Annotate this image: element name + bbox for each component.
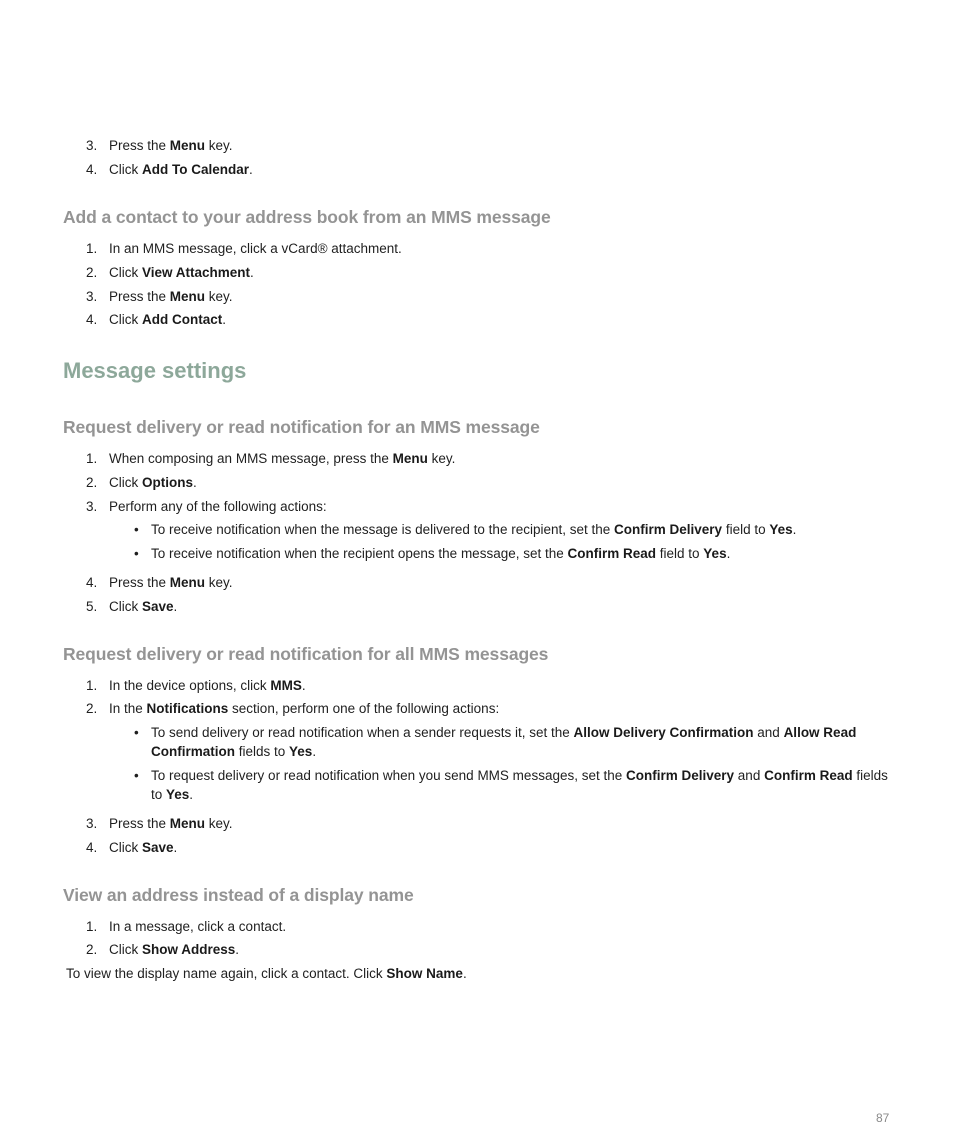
page-title: Message settings [63,358,247,383]
page-number: 87 [876,1111,890,1125]
section-heading: Add a contact to your address book from an MMS message [63,207,551,227]
section-heading: Request delivery or read notification for an MMS message [63,417,540,437]
section-heading: View an address instead of a display name [63,885,414,905]
document-page: 3. Press the Menu key. 4. Click Add To Calendar. Add a contact to your address book from an MMS message 1. In an MMS message, click a vCard® attachment. 2. Click View Attachment. 3. Press the Menu key. 4. Click Add Contact. Message settings Request delivery or read notification for an MMS message 1. When composing an MMS message, press the Menu key. 2. Click Options. 3. Perform any of the following actions: • To receive notification when the message is delivered to the recipient, set the Confirm Delivery field to Yes. • To receive notification when the recipient opens the message, set the Confirm Read field to Yes. 4. Press the Menu key. 5. Click Save. Request delivery or read notification for all MMS messages 1. In the device options, click MMS. 2. In the Notifications section, perform one of the following actions: • To send delivery or read notification when a sender requests it, set the Allow Delivery Confirmation and Allow Read Confirmation fields to Yes. • To request delivery or read notification when you send MMS messages, set the Confirm Delivery and Confirm Read fields to Yes. 3. Press the Menu key. 4. Click Save. View an address instead of a display name 1. In a message, click a contact. 2. Click Show Address. To view the display name again, click a contact. Click Show Name. 87 [63,138,890,1125]
section-heading: Request delivery or read notification for all MMS messages [63,644,549,664]
